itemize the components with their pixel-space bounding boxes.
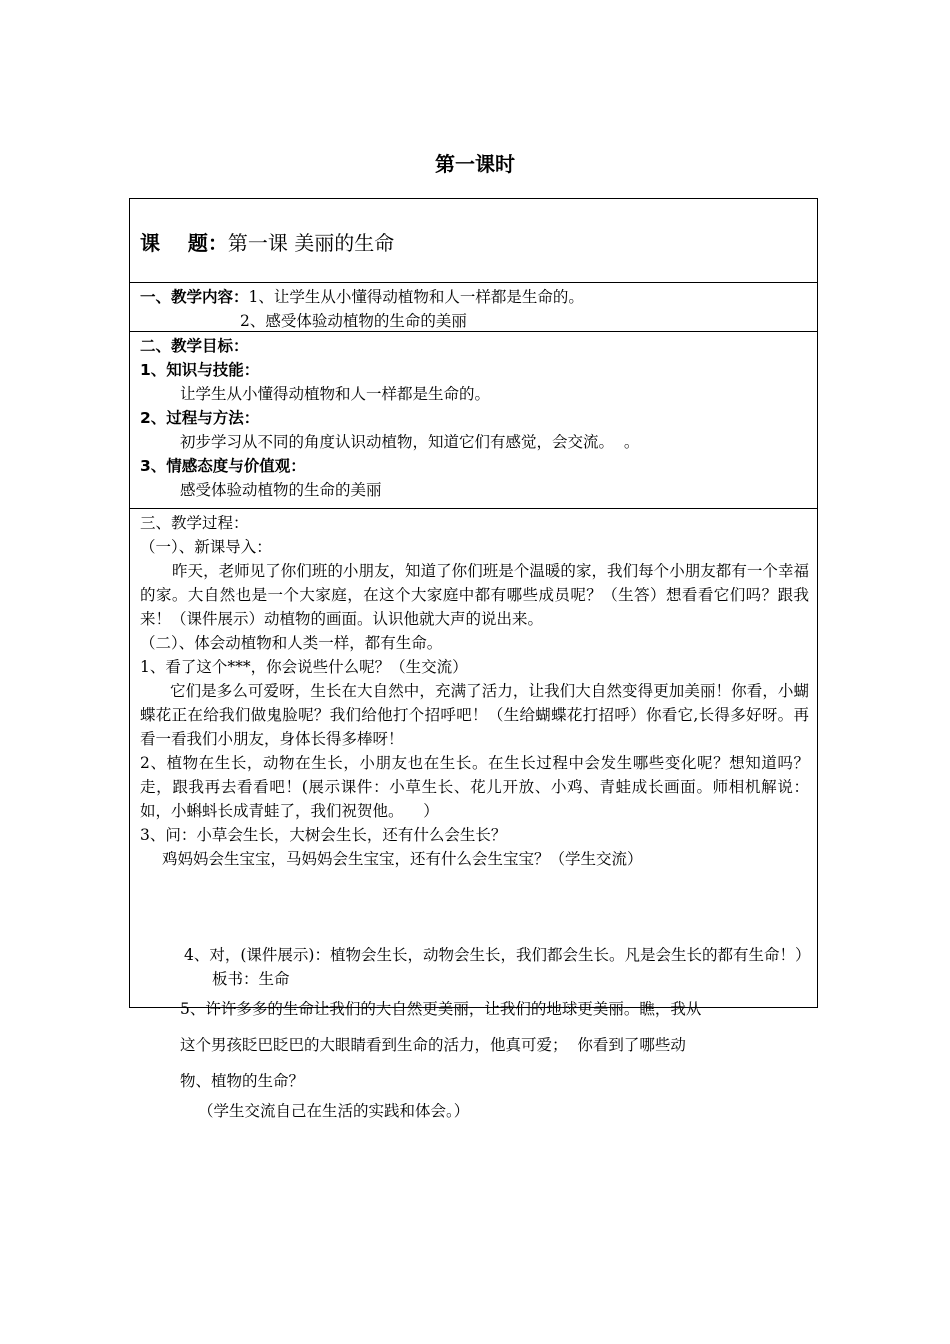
process-cell <box>130 509 817 1120</box>
lesson-plan-table <box>129 198 818 1120</box>
step-5-line-3: 物、植物的生命？ <box>180 1072 305 1090</box>
goals-heading: 二、教学目标： <box>140 337 249 355</box>
goal-1-title: 1、知识与技能： <box>140 361 260 379</box>
content-cell <box>130 283 817 332</box>
spacer <box>140 871 809 943</box>
page-title: 第一课时 <box>435 152 515 176</box>
step-3-text: 鸡妈妈会生宝宝，马妈妈会生宝宝，还有什么会生宝宝？（学生交流） <box>162 850 643 868</box>
topic-colon: ： <box>207 231 228 255</box>
board-writing: 板书：生命 <box>212 970 290 988</box>
goal-2-title: 2、过程与方法： <box>140 409 260 427</box>
step-2-text <box>140 751 809 823</box>
step-5-line-2: 这个男孩眨巴眨巴的大眼睛看到生命的活力，他真可爱； 你看到了哪些动 <box>180 1036 686 1054</box>
topic-cell <box>130 199 817 283</box>
step-4-text <box>140 943 809 967</box>
part-2-title: （二）、体会动植物和人类一样，都有生命。 <box>140 634 443 652</box>
step-1-title: 1、看了这个***，你会说些什么呢？（生交流） <box>140 658 468 676</box>
content-item-2: 2、感受体验动植物的生命的美丽 <box>240 312 467 330</box>
topic-value: 第一课 美丽的生命 <box>227 231 395 255</box>
goal-3-text: 感受体验动植物的生命的美丽 <box>180 481 382 499</box>
part-1-text <box>140 559 809 631</box>
step-4-text-content: 4、对，(课件展示)：植物会生长，动物会生长，我们都会生长。凡是会生长的都有生命！） <box>184 946 811 964</box>
goals-cell <box>130 332 817 509</box>
content-line-1 <box>140 285 809 309</box>
step-5-line-1: 5、许许多多的生命让我们的大自然更美丽，让我们的地球更美丽。瞧，我从 <box>180 1000 702 1018</box>
goal-2-text: 初步学习从不同的角度认识动植物，知道它们有感觉，会交流。 。 <box>180 433 640 451</box>
step-3-title: 3、问：小草会生长，大树会生长，还有什么会生长？ <box>140 826 507 844</box>
content-label: 一、教学内容： <box>140 288 249 306</box>
goal-3-title: 3、情感态度与价值观： <box>140 457 306 475</box>
goal-1-text: 让学生从小懂得动植物和人一样都是生命的。 <box>180 385 491 403</box>
step-1-text-content: 它们是多么可爱呀，生长在大自然中，充满了活力，让我们大自然变得更加美丽！你看，小蝴蝶花正在给我们做鬼脸呢？我们给他打个招呼吧！（生给蝴蝶花打招呼）你看它,长得多好呀。再看一看我们小朋友，身体长得多棒呀！ <box>140 682 809 748</box>
part-1-text-content: 昨天，老师见了你们班的小朋友，知道了你们班是个温暖的家，我们每个小朋友都有一个幸福的家。大自然也是一个大家庭，在这个大家庭中都有哪些成员呢？（生答）想看看它们吗？跟我来！（课件展示）动植物的画面。认识他就大声的说出来。 <box>140 562 809 628</box>
topic-label: 课 题 <box>140 231 208 255</box>
step-5-note: （学生交流自己在生活的实践和体会。） <box>198 1102 470 1120</box>
part-1-title: （一）、新课导入： <box>140 538 272 556</box>
step-1-text <box>140 679 809 751</box>
step-2-text-content: 2、植物在生长，动物在生长，小朋友也在生长。在生长过程中会发生哪些变化呢？想知道吗？走，跟我再去看看吧！(展示课件：小草生长、花儿开放、小鸡、青蛙成长画面。师相机解说：如，小蝌蚪长成青蛙了，我们祝贺他。 ） <box>140 754 809 820</box>
content-item-1: 1、让学生从小懂得动植物和人一样都是生命的。 <box>248 288 584 306</box>
process-heading: 三、教学过程： <box>140 514 249 532</box>
